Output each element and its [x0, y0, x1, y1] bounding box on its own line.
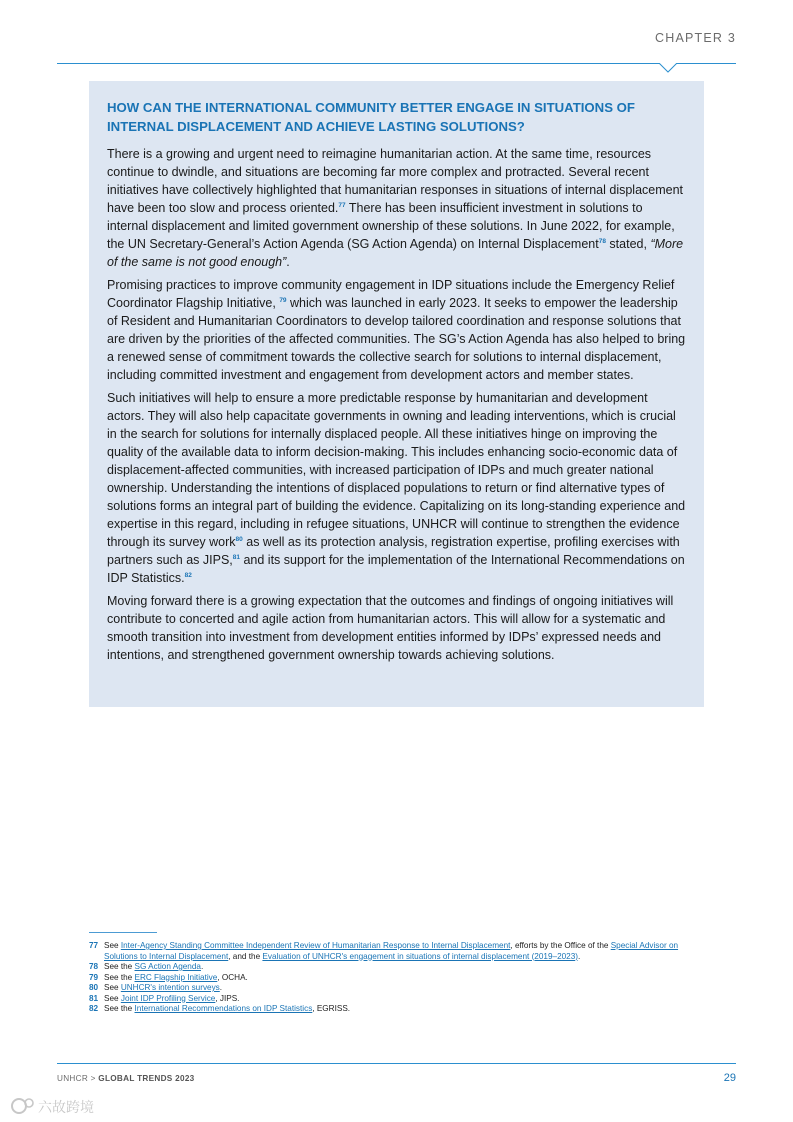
footnote-79 — [89, 973, 699, 984]
watermark-text: 六故跨境 — [38, 1100, 94, 1116]
footnote-80 — [89, 983, 699, 994]
footnote-link-sg-action-agenda[interactable]: SG Action Agenda — [134, 962, 201, 971]
footnote-ref-77[interactable]: 77 — [338, 201, 346, 209]
footnote-text: . — [578, 951, 581, 961]
footnote-text: See the — [104, 1004, 135, 1013]
footnote-text: . — [200, 962, 204, 971]
paragraph-2 — [107, 276, 686, 384]
paragraph-2-text-a: Promising practices to improve community engagement in IDP situations include the Emergency Relief Coordinator Flagship Initiative, — [107, 278, 675, 310]
footnote-link-intention-surveys[interactable]: UNHCR's intention surveys — [120, 983, 220, 992]
footnote-number: 77 — [89, 941, 99, 950]
chapter-label: CHAPTER 3 — [655, 31, 736, 45]
footnote-text: , EGRISS. — [312, 1004, 351, 1013]
footnote-link-erc-flagship[interactable]: ERC Flagship Initiative — [134, 972, 218, 982]
footnote-number: 78 — [89, 962, 99, 971]
paragraph-1-text-c: stated, — [605, 237, 651, 251]
footnotes — [89, 941, 699, 1015]
header-rule — [57, 63, 736, 64]
footnote-number: 82 — [89, 1004, 99, 1013]
footnote-81 — [89, 994, 699, 1005]
info-box — [89, 81, 704, 707]
footer-rule — [57, 1063, 736, 1064]
footnote-number: 79 — [89, 972, 99, 982]
box-title: HOW CAN THE INTERNATIONAL COMMUNITY BETTER ENGAGE IN SITUATIONS OF INTERNAL DISPLACEMENT AND ACHIEVE LASTING SOLUTIONS? — [107, 100, 635, 134]
paragraph-4: Moving forward there is a growing expectation that the outcomes and findings of ongoing initiatives will contribute to concerted and agile action from humanitarian actors. This will allow for a systematic and smooth transition into investment from development entities informed by IDPs’ expressed needs and intentions, and strengthened government ownership towards achieving solutions. — [107, 594, 674, 662]
footnote-link-iasc-review[interactable]: Inter-Agency Standing Committee Independent Review of Humanitarian Response to Internal Displacement — [120, 941, 511, 950]
footnote-text: , OCHA. — [217, 972, 248, 982]
paragraph-1-text-d: . — [286, 255, 290, 269]
paragraph-3-text-a: Such initiatives will help to ensure a more predictable response by humanitarian and development actors. They will also help capacitate governments in owning and leading interventions, which is crucial in the search for solutions for internally displaced people. All these initiatives hinge on improving the quality of the available data to inform decision-making. This includes enhancing socio-economic data of displacement-affected communities, with increased participation of IDPs and much greater national ownership. Understanding the intentions of displaced populations to return or find alternative types of solutions forms an integral part of building the evidence. Capitalizing on its long-standing experience and expertise in this regard, including in refugee situations, UNHCR will continue to strengthen the evidence through its survey work — [107, 391, 686, 549]
footnote-78 — [89, 962, 699, 973]
footnote-82 — [89, 1004, 699, 1015]
footnote-link-special-advisor[interactable]: Special Advisor on Solutions to Internal Displacement — [104, 941, 679, 961]
quote: “More of the same is not good enough” — [107, 237, 684, 269]
footnote-text: See — [104, 941, 121, 950]
paragraph-1-text-b: There has been insufficient investment in solutions to internal displacement and limited government ownership of these solutions. In June 2022, for example, the UN Secretary-General’s Action Agenda (SG Action Agenda) on Internal Displacement — [107, 201, 675, 251]
footer-org: UNHCR > — [57, 1074, 99, 1083]
footnote-text: , efforts by the Office of the — [510, 941, 611, 950]
footnote-link-jips[interactable]: Joint IDP Profiling Service — [120, 993, 216, 1003]
footnote-text: See — [104, 983, 121, 992]
header-notch-icon — [659, 63, 677, 73]
footnote-ref-78[interactable]: 78 — [598, 237, 606, 245]
footnote-number: 81 — [89, 993, 99, 1003]
footnote-ref-80[interactable]: 80 — [235, 535, 243, 543]
footnote-ref-81[interactable]: 81 — [232, 553, 240, 561]
paragraph-1 — [107, 145, 686, 271]
paragraph-3-text-c: and its support for the implementation of the International Recommendations on IDP Statistics. — [107, 553, 685, 585]
paragraph-1-text-a: There is a growing and urgent need to reimagine humanitarian action. At the same time, resources continue to dwindle, and situations are becoming far more complex and protracted. Several recent initiatives have collectively highlighted that humanitarian responses in situations of internal displacement have been too slow and process oriented. — [107, 147, 684, 215]
paragraph-2-text-b: which was launched in early 2023. It seeks to empower the leadership of Resident and Humanitarian Coordinators to develop tailored coordination and response solutions that are driven by the priorities of the affected communities. The SG’s Action Agenda has also helped to bring a renewed sense of commitment towards the collective search for solutions to internal displacement, including committed investment and engagement from development actors and member states. — [107, 296, 686, 382]
watermark-logo — [10, 1095, 105, 1117]
page-number: 29 — [723, 1072, 736, 1084]
footnote-text: See the — [104, 962, 135, 971]
footnote-link-unhcr-evaluation[interactable]: Evaluation of UNHCR's engagement in situations of internal displacement (2019–2023) — [262, 951, 579, 961]
paragraph-3 — [107, 389, 686, 587]
footnote-number: 80 — [89, 983, 99, 992]
footer-report-title: GLOBAL TRENDS 2023 — [98, 1074, 195, 1083]
paragraph-3-text-b: as well as its protection analysis, registration expertise, profiling exercises with partners such as JIPS, — [107, 535, 680, 567]
footnote-ref-79[interactable]: 79 — [279, 296, 287, 304]
footnote-text: , JIPS. — [215, 993, 240, 1003]
footnote-text: See — [104, 993, 121, 1003]
footnote-divider — [89, 932, 157, 933]
footnote-link-idp-statistics[interactable]: International Recommendations on IDP Statistics — [134, 1004, 313, 1013]
footnote-text: , and the — [228, 951, 263, 961]
footnote-text: See the — [104, 972, 135, 982]
footnote-77 — [89, 941, 699, 962]
footnote-text: . — [219, 983, 223, 992]
footer-report-label — [57, 1074, 195, 1083]
footnote-ref-82[interactable]: 82 — [184, 571, 192, 579]
